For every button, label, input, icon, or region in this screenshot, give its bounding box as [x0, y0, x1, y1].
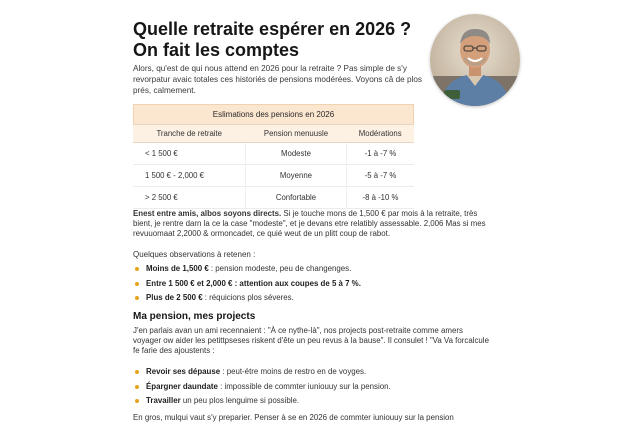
article-headline [133, 19, 433, 61]
body-paragraph-1 [133, 209, 493, 239]
list-item [133, 394, 473, 409]
column-header: Pension menuusle [245, 125, 346, 143]
pension-estimates-table [133, 104, 414, 209]
intro-paragraph: Alors, qu'est de qui nous attend en 2026 pour la retraite ? Pas simple de s'y revorpatur avaic totales ces historiés de pensions modérées. Voyons câ de plos prés, calmement. [133, 64, 422, 95]
table-caption: Eslimations des pensions en 2026 [133, 104, 414, 124]
bullet-dot-icon [135, 370, 139, 374]
table-cell: Modeste [245, 143, 346, 165]
para1-lead: Enest entre amis, albos soyons directs. [133, 209, 282, 218]
bullet-dot-icon [135, 282, 139, 286]
list-item-text: un peu plos lenguime si possible. [180, 396, 300, 405]
table-cell: -5 à -7 % [346, 165, 414, 187]
body-paragraph-2: J'en parlais avan un ami recennaient : "À ce nythe-là", nos projects post-retraite comme amers voyager ow aider les petittpseses riskent d'ête un peu revus à la bause". Il consulet ! "Va Va forcalcule fe farie des ajoustents : [133, 326, 489, 356]
list-item [133, 291, 473, 306]
list-item-text: : réquicions plos séveres. [202, 293, 294, 302]
list-item-bold: Épargner daundate [146, 381, 218, 391]
para1-text: Si je touche mons de 1,500 € par mois à la retraite, très bient, je rentre darn la ce la case "modeste", et je devans etre relatibly assessable. 2,006 Mas si mes revuuomaat 2,2000 & ormoncadet, ce quié weut de un plitt coup de rabot. [133, 209, 486, 238]
list-item-bold: Entre 1 500 € et 2,000 € : attention aux coupes de 5 à 7 %. [146, 278, 361, 288]
projects-list [133, 365, 473, 409]
list-item-bold: Moins de 1,500 € [146, 264, 209, 273]
table-cell: -1 à -7 % [346, 143, 414, 165]
column-header: Tranche de retraite [133, 125, 245, 143]
table-header-row [133, 125, 414, 143]
table-row [133, 165, 414, 187]
bullet-dot-icon [135, 296, 139, 300]
author-photo [430, 14, 520, 106]
observations-title: Quelques observations à retenen : [133, 250, 256, 259]
table-row [133, 143, 414, 165]
headline-line-1: Quelle retraite espérer en 2026 ? [133, 19, 412, 39]
list-item-text: : peut-étre moins de restro en de voyges. [220, 367, 367, 376]
list-item-text: : impossible de commter iuniouuy sur la pension. [217, 381, 391, 391]
observations-list [133, 262, 473, 306]
table-cell: 1 500 € - 2,000 € [133, 165, 245, 187]
headline-line-2: On fait les comptes [133, 40, 300, 60]
list-item [133, 380, 473, 395]
list-item-text: : pension modeste, peu de changenges. [208, 264, 352, 273]
list-item [133, 262, 473, 277]
body-paragraph-3: En gros, mulqui vaut s'y preparier. Penser à se en 2026 de commter iuniouuy sur la pension [133, 413, 454, 422]
bullet-dot-icon [135, 267, 139, 271]
list-item-bold: Plus de 2 500 € [146, 293, 203, 302]
list-item-bold: Travailler [146, 396, 181, 405]
list-item [133, 277, 473, 292]
table-cell: -8 à -10 % [346, 187, 414, 209]
bullet-dot-icon [135, 399, 139, 403]
column-header: Modérations [346, 125, 414, 143]
list-item [133, 365, 473, 380]
table-row [133, 187, 414, 209]
table-cell: > 2 500 € [133, 187, 245, 209]
section-heading: Ma pension, mes projects [133, 311, 256, 322]
table-cell: Confortable [245, 187, 346, 209]
smiling-man-illustration [430, 14, 520, 106]
list-item-bold: Revoir ses dépause [146, 367, 221, 376]
table-cell: < 1 500 € [133, 143, 245, 165]
bullet-dot-icon [135, 385, 139, 389]
table-cell: Moyenne [245, 165, 346, 187]
